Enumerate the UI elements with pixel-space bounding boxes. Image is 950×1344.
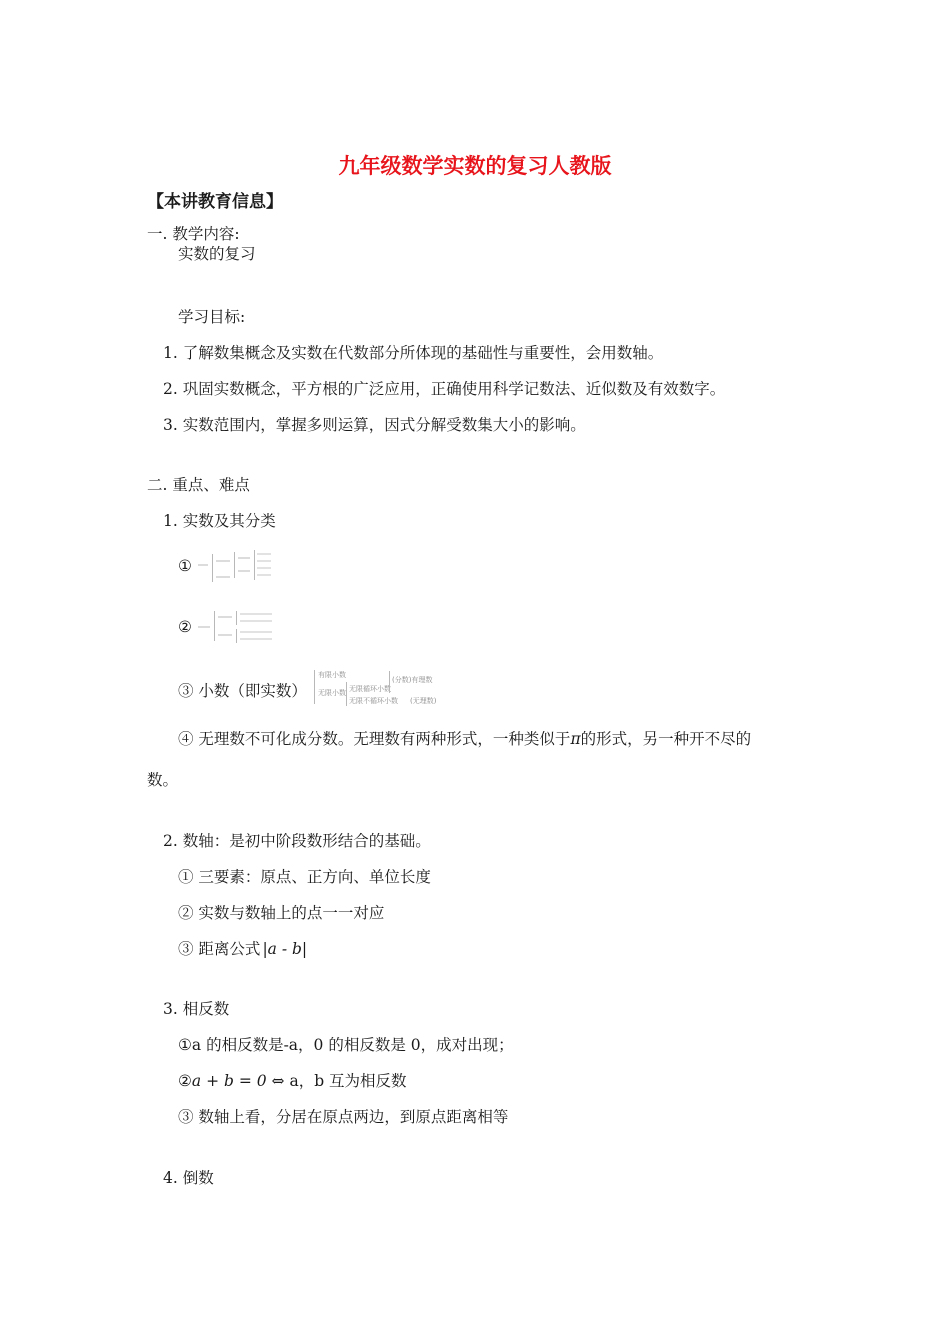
point-2-item: ② 实数与数轴上的点一一对应 (178, 904, 385, 922)
tree-infinite-decimal: 无限小数 (318, 689, 346, 697)
opposite-formula: a + b = 0 ⇔ (191, 1072, 285, 1090)
tree-nonrepeating-decimal: 无限不循环小数 (349, 697, 398, 705)
info-heading: 【本讲教育信息】 (147, 192, 283, 212)
point-3-item: ①a 的相反数是-a，0 的相反数是 0，成对出现； (178, 1036, 514, 1054)
section-1-content: 实数的复习 (178, 245, 256, 263)
point-3-title: 3. 相反数 (163, 1000, 230, 1018)
classification-4-text-b: 的形式，另一种开不尽的 (580, 730, 752, 748)
point-3-item: ③ 数轴上看，分居在原点两边，到原点距离相等 (178, 1108, 509, 1126)
tree-finite-decimal: 有限小数 (318, 671, 346, 679)
tree-irrational: (无理数) (410, 697, 437, 705)
classification-1-marker: ① (178, 557, 192, 575)
classification-2-marker: ② (178, 618, 192, 636)
goal-item: 2. 巩固实数概念，平方根的广泛应用，正确使用科学记数法、近似数及有效数字。 (163, 380, 726, 398)
classification-4-text (178, 727, 751, 749)
point-2-item (178, 937, 307, 959)
point-1-title: 1. 实数及其分类 (163, 512, 276, 530)
point-3-item (178, 1069, 407, 1091)
point-2-title: 2. 数轴：是初中阶段数形结合的基础。 (163, 832, 431, 850)
distance-formula: |a - b| (262, 940, 308, 958)
tree-rational: (分数)有理数 (392, 676, 433, 684)
page-title: 九年级数学实数的复习人教版 (338, 154, 612, 178)
goal-item: 1. 了解数集概念及实数在代数部分所体现的基础性与重要性，会用数轴。 (163, 344, 664, 362)
tree-repeating-decimal: 无限循环小数 (349, 685, 391, 693)
opposite-marker: ② (178, 1072, 192, 1090)
classification-4-text-end: 数。 (147, 771, 179, 789)
goals-label: 学习目标: (178, 308, 246, 326)
goal-item: 3. 实数范围内，掌握多则运算，因式分解受数集大小的影响。 (163, 416, 586, 434)
section-2-label: 二. 重点、难点 (147, 476, 250, 494)
classification-3-label: ③ 小数（即实数） (178, 682, 307, 700)
classification-4-text-a: ④ 无理数不可化成分数。无理数有两种形式，一种类似于 (178, 730, 571, 748)
distance-formula-label: ③ 距离公式 (178, 940, 261, 958)
pi-symbol: π (570, 730, 581, 748)
section-1-label: 一. 教学内容: (147, 225, 240, 243)
point-4-title: 4. 倒数 (163, 1169, 214, 1187)
point-2-item: ① 三要素：原点、正方向、单位长度 (178, 868, 431, 886)
opposite-text: a，b 互为相反数 (284, 1072, 407, 1090)
